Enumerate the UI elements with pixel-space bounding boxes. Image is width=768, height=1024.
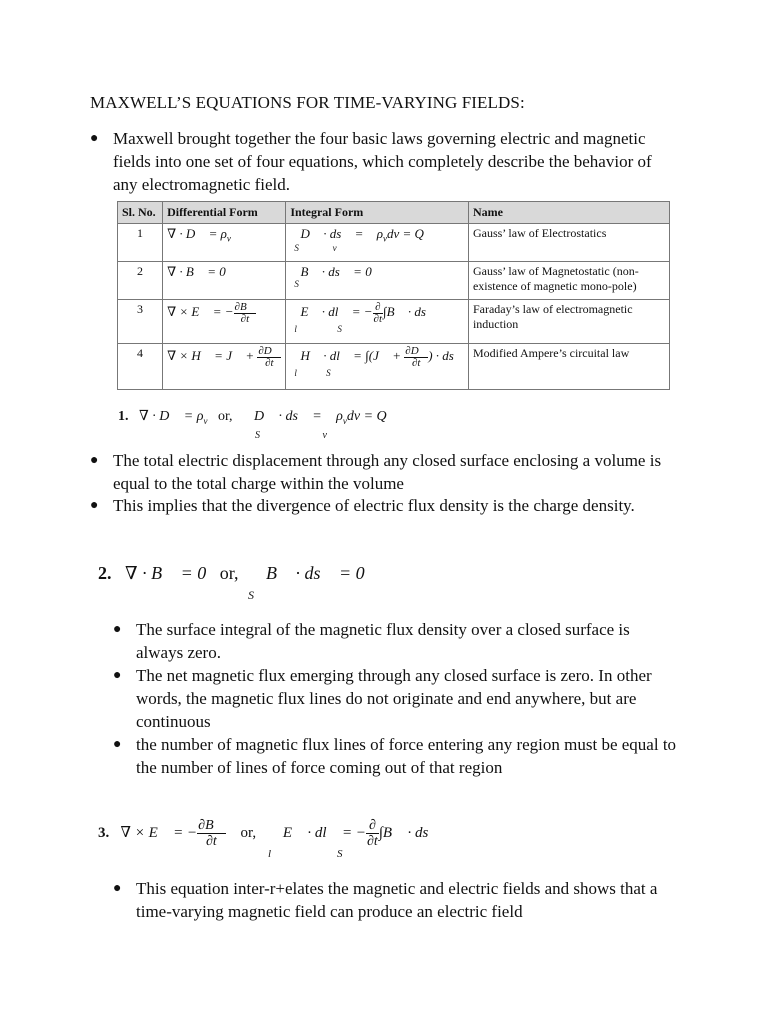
row-number: 4: [118, 344, 163, 390]
equation-2-limits: S: [248, 588, 254, 602]
law-name: Gauss’ law of Magnetostatic (non-existence of magnetic mono-pole): [468, 262, 669, 300]
bullet-icon: ●: [113, 668, 122, 683]
list-item: [113, 877, 681, 923]
equation-2-or: or,: [219, 563, 239, 583]
bullet-icon: ●: [113, 622, 122, 637]
list-item-text: The total electric displacement through any closed surface enclosing a volume is equal to the total charge within the volume: [113, 451, 662, 493]
equation-3: 3. ∇ × E⃗ = − $\frac{\partial B⃗}{\partial t}$ or, ∮E⃗ · dl⃗ = − $\frac{\partial}{\partial t}$ ∫B⃗ · ds⃗: [98, 818, 441, 849]
bullet-icon: ●: [113, 737, 122, 752]
row-number: 3: [118, 300, 163, 344]
table-header-slno: Sl. No.: [118, 202, 163, 224]
differential-form: ∇ × E⃗ = − $\frac{\partial B⃗}{\partial t}$: [163, 300, 286, 344]
intro-bullet: [90, 127, 673, 196]
integral-form: ∮E⃗ · dl⃗ = − $\frac{\partial}{\partial t}$ ∫B⃗ · ds⃗ l S: [286, 300, 469, 344]
table-row: [118, 262, 670, 300]
list-item: [113, 733, 681, 779]
equation-1-or: or,: [217, 409, 233, 424]
page-title: MAXWELL’S EQUATIONS FOR TIME-VARYING FIELDS:: [90, 93, 525, 112]
equation-2: 2. ∇ · B⃗ = 0 or, ∮B⃗ · ds⃗ = 0: [98, 563, 365, 583]
table-header-integral: Integral Form: [286, 202, 469, 224]
equation-1: 1. ∇ · D⃗ = $\rho_v$ or, ∮D⃗ · ds⃗ = $∮\rho_vdv = Q$: [118, 409, 387, 426]
table-row: [118, 344, 670, 390]
list-item-text: the number of magnetic flux lines of force entering any region must be equal to the number of lines of force coming out of that region: [136, 735, 677, 777]
equation-1-limits: S v: [255, 430, 327, 441]
table-header-differential: Differential Form: [163, 202, 286, 224]
law-name: Faraday’s law of electromagnetic induction: [468, 300, 669, 344]
differential-form: ∇ × H⃗ = J⃗ + $\frac{\partial D⃗}{\partial t}$: [163, 344, 286, 390]
list-item-text: This implies that the divergence of electric flux density is the charge density.: [113, 496, 635, 515]
equation-2-number: 2.: [98, 563, 112, 583]
row-number: 2: [118, 262, 163, 300]
list-item-text: The surface integral of the magnetic flux density over a closed surface is always zero.: [136, 620, 630, 662]
list-item: [90, 449, 673, 495]
bullet-icon: ●: [90, 131, 99, 146]
equation-3-limits: l S: [268, 848, 343, 860]
table-header-name: Name: [468, 202, 669, 224]
law-name: Gauss’ law of Electrostatics: [468, 224, 669, 262]
table-row: [118, 224, 670, 262]
list-item-text: The net magnetic flux emerging through any closed surface is zero. In other words, the magnetic flux lines do not originate and end anywhere, but are continuous: [136, 666, 652, 731]
list-item-text: This equation inter-r+elates the magnetic and electric fields and shows that a time-varying magnetic field can produce an electric field: [136, 879, 658, 921]
equation-3-or: or,: [240, 824, 257, 841]
integral-form: ∮B⃗ · ds⃗ = 0 S: [286, 262, 469, 300]
bullet-icon: ●: [90, 453, 99, 468]
list-item: [113, 664, 681, 733]
equation-3-number: 3.: [98, 824, 110, 841]
maxwell-equations-table: [117, 201, 670, 390]
table-row: [118, 300, 670, 344]
differential-form: ∇ · B⃗ = 0: [163, 262, 286, 300]
list-item: [113, 618, 681, 664]
bullet-icon: ●: [90, 498, 99, 513]
law-name: Modified Ampere’s circuital law: [468, 344, 669, 390]
intro-bullet-text: Maxwell brought together the four basic laws governing electric and magnetic fields into one set of four equations, which completely describe the behavior of any electromagnetic field.: [113, 129, 652, 194]
equation-1-number: 1.: [118, 409, 129, 424]
row-number: 1: [118, 224, 163, 262]
list-item: [90, 494, 673, 517]
differential-form: ∇ · D⃗ = $\rho_v$: [163, 224, 286, 262]
integral-form: ∮D⃗ · ds⃗ = $∮\rho_vdv = Q$ S v: [286, 224, 469, 262]
bullet-icon: ●: [113, 881, 122, 896]
integral-form: ∮H⃗ · dl⃗ = ∫(J⃗ + $\frac{\partial D⃗}{\partial t}$ ) · ds⃗ l S: [286, 344, 469, 390]
